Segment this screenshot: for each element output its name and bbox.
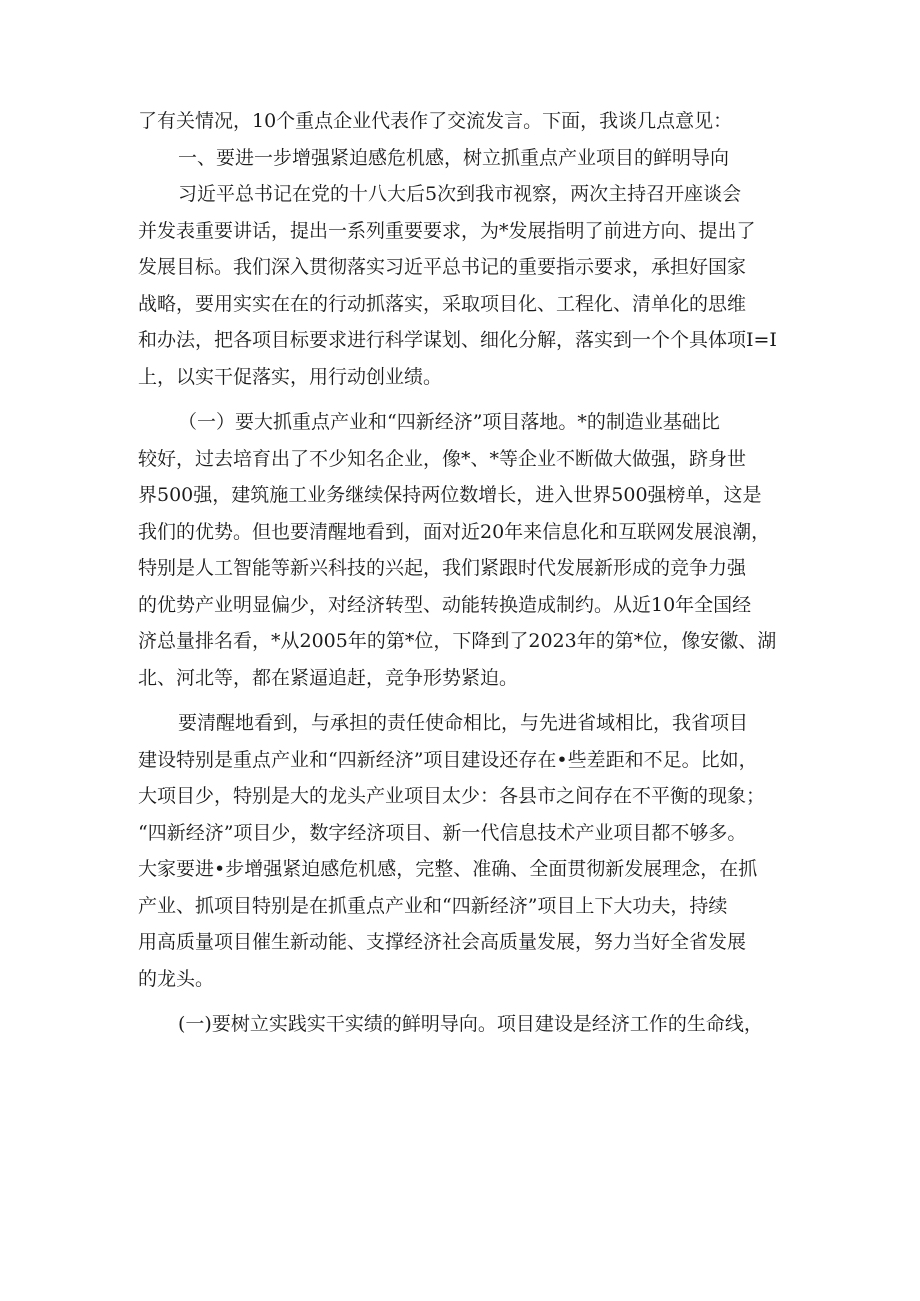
text-line: 了有关情况，10个重点企业代表作了交流发言。下面，我谈几点意见： [138,110,733,132]
text-line: 北、河北等，都在紧逼追赶，竞争形势紧迫。 [138,666,519,689]
text-line: 大家要进•步增强紧迫感危机感，完整、准确、全面贯彻新发展理念，在抓 [138,858,758,880]
text-line: “四新经济”项目少，数字经济项目、新一代信息技术产业项目都不够多。 [138,821,747,844]
text-line: 发展目标。我们深入贯彻落实习近平总书记的重要指示要求，承担好国家 [138,256,747,278]
text-line: 界500强，建筑施工业务继续保持两位数增长，进入世界500强榜单，这是 [138,484,762,506]
text-line: 特别是人工智能等新兴科技的兴起，我们紧跟时代发展新形成的竞争力强 [138,557,747,579]
document-body [138,103,788,1043]
text-line: 要清醒地看到，与承担的责任使命相比，与先进省域相比，我省项目 [178,712,749,734]
text-line: 用高质量项目催生新动能、支撑经济社会高质量发展，努力当好全省发展 [138,931,747,953]
text-line: 上，以实干促落实，用行动创业绩。 [138,365,443,388]
text-line: 建设特别是重点产业和“四新经济”项目建设还存在•些差距和不足。比如， [138,748,758,771]
text-line: 较好，过去培育出了不少知名企业，像*、*等企业不断做大做强，跻身世 [138,447,747,470]
text-line: 我们的优势。但也要清醒地看到，面对近20年来信息化和互联网发展浪潮， [138,520,771,543]
section-heading: 一、要进一步增强紧迫感危机感，树立抓重点产业项目的鲜明导向 [178,146,730,169]
text-line: 产业、抓项目特别是在抓重点产业和“四新经济”项目上下大功夫，持续 [138,894,728,917]
text-line: 和办法，把各项目标要求进行科学谋划、细化分解，落实到一个个具体项I=I [138,329,777,351]
text-line: 并发表重要讲话，提出一系列重要要求，为*发展指明了前进方向、提出了 [138,219,756,242]
text-line: 济总量排名看，*从2005年的第*位，下降到了2023年的第*位，像安徽、湖 [138,630,777,652]
subsection-heading: (一)要树立实践实干实绩的鲜明导向。项目建设是经济工作的生命线， [178,1013,763,1035]
text-line: 的优势产业明显偏少，对经济转型、动能转换造成制约。从近10年全国经 [138,593,752,616]
text-line: 战略，要用实实在在的行动抓落实，采取项目化、工程化、清单化的思维 [138,292,747,315]
text-line: 的龙头。 [138,967,215,990]
subsection-heading: （一）要大抓重点产业和“四新经济”项目落地。*的制造业基础比 [178,411,720,433]
text-line: 大项目少，特别是大的龙头产业项目太少：各县市之间存在不平衡的现象； [138,785,766,807]
text-line: 习近平总书记在党的十八大后5次到我市视察，两次主持召开座谈会 [178,183,742,205]
